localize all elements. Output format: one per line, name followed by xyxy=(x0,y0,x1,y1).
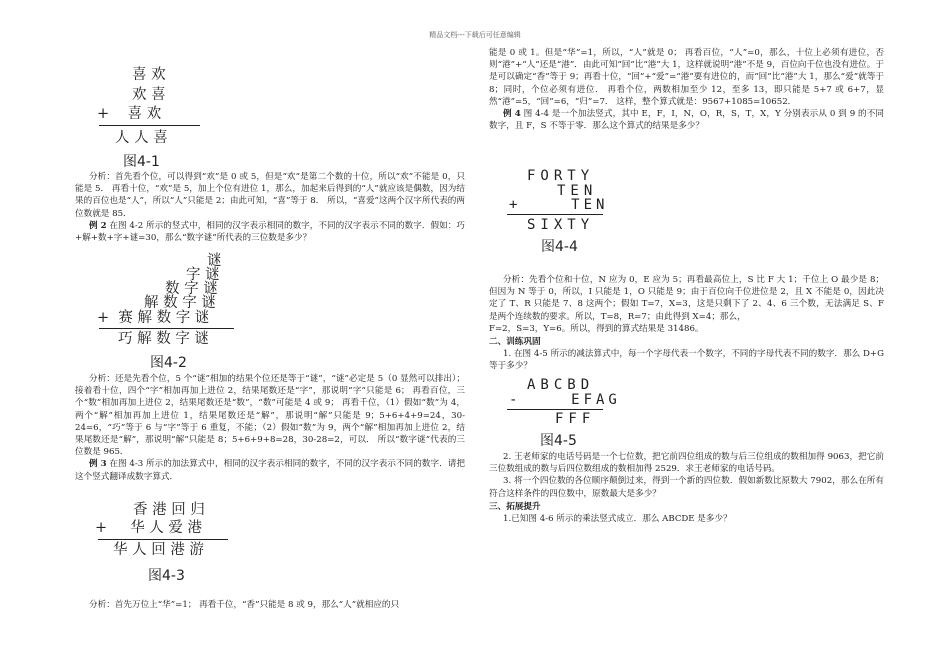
right-exercises xyxy=(489,451,884,525)
right-analysis-1 xyxy=(489,47,884,132)
fig42-row-2: 字 谜 xyxy=(186,267,220,283)
analysis-4: 分析：先看个位和十位，N 应为 0，E 应为 5；再看最高位上，S 比 F 大 1；千位上 O 最少是 8；但因为 N 等于 0，所以，I 只能是 1，O 只能是 9；由于百位向千位进位是 2，且 X 不能是 0，因此决定了 T、R 只能是 7、8 这两个；假如 T=7，X=3，这是只剩下了 2、4、6 三个数，无法满足 S、F 是两个连续数的要求。所以，T=8，R=7；由此得到 X=4；那么， xyxy=(489,275,884,322)
fig44-row-4: SIXTY xyxy=(527,217,595,233)
exercise-1: 1. 在图 4-5 所示的减法算式中，每一个字母代表一个数字，不同的字母代表不同的数字．那么 D+G 等于多少？ xyxy=(489,349,884,372)
fig42-caption: 图4-2 xyxy=(150,355,187,371)
fig44-row-3: + TEN xyxy=(509,197,609,213)
analysis-3: 分析：首先万位上“华”=1； 再看千位，“香”只能是 8 或 9，那么“人”就相应的只 xyxy=(89,600,400,610)
fig42-sum-rule xyxy=(99,328,234,329)
example-3 xyxy=(75,458,465,482)
fig44-caption: 图4-4 xyxy=(541,239,578,255)
fig43-row-2: + 华 人 爱 港 xyxy=(95,520,203,536)
left-analysis-3 xyxy=(75,599,465,611)
fig45-caption: 图4-5 xyxy=(540,433,577,449)
fig42-row-6: 巧 解 数 字 谜 xyxy=(118,331,209,347)
example-3-label: 例 3 xyxy=(89,459,107,470)
example-4 xyxy=(489,108,884,132)
fig44-row-2: TEN xyxy=(557,183,598,199)
fig44-sum-rule xyxy=(507,214,603,215)
analysis-1: 分析：首先看个位，可以得到“欢”是 0 或 5，但是“欢”是第二个数的十位，所以“欢”不能是 0，只能是 5． 再看十位，“欢”是 5，加上个位有进位 1，那么，加起来后得到的“人”就应该是偶数，因为结果的百位也是“人”，所以“人”只能是 2；由此可知，“喜”等于 8． 所以，“喜爱”这两个汉字所代表的两位数就是 85． xyxy=(75,172,465,219)
right-analysis-2 xyxy=(489,274,884,373)
example-2-label: 例 2 xyxy=(89,220,107,231)
example-4-label: 例 4 xyxy=(503,109,521,120)
fig44-row-1: FORTY xyxy=(527,168,595,184)
fig41-row-1: 喜 欢 xyxy=(132,67,166,83)
extension-1: 1.已知图 4-6 所示的乘法竖式成立．那么 ABCDE 是多少？ xyxy=(503,514,732,525)
analysis-4-result: F=2，S=3，Y=6。所以，得到的算式结果是 31486。 xyxy=(489,323,704,334)
fig42-row-3: 数 字 谜 xyxy=(165,281,218,297)
example-2-text: 在图 4-2 所示的竖式中，相同的汉字表示相同的数字，不同的汉字表示不同的数字．假如：巧+解+数+字+谜=30，那么“数字谜”所代表的三位数是多少？ xyxy=(75,220,465,244)
page-header: 精品文档---下载后可任意编辑 xyxy=(429,31,521,39)
section-training: 二、训练巩固 xyxy=(489,337,541,348)
fig41-sum-rule xyxy=(99,125,200,126)
exercise-3: 3. 将一个四位数的各位顺序颠倒过来，得到一个新的四位数．假如新数比原数大 7902，那么在所有符合这样条件的四位数中，原数最大是多少？ xyxy=(489,476,884,499)
fig45-row-3: FFF xyxy=(555,411,596,427)
exercise-2: 2. 王老师家的电话号码是一个七位数，把它前四位组成的数与后三位组成的数相加得 9063，把它前三位数组成的数与后四位数组成的数相加得 2529．求王老师家的电话号码。 xyxy=(489,452,884,475)
left-analysis-2 xyxy=(75,373,465,483)
fig45-row-2: - EFAG xyxy=(509,392,621,408)
fig43-row-3: 华 人 回 港 游 xyxy=(113,542,204,558)
fig43-caption: 图4-3 xyxy=(148,568,185,584)
fig41-row-2: 欢 喜 xyxy=(132,87,166,103)
fig41-caption: 图4-1 xyxy=(123,154,160,170)
fig42-row-5: + 赛 解 数 字 谜 xyxy=(97,310,210,326)
fig43-sum-rule xyxy=(98,539,228,540)
analysis-3-cont: 能是 0 或 1。但是“华”=1，所以，“人”就是 0； 再看百位，“人”=0，那么，十位上必须有进位，否则“港”+“人”还是“港”．由此可知“回”比“港”大 1，这样就说明“港”不是 9，百位向千位也没有进位。于是可以确定“香”等于 9；再看十位，“回”+“爱”=“港”要有进位的，而“回”比“港”大 1，那么“爱”就等于 8；同时，个位必须有进位． 再看个位，两数相加至少 12，至多 13，即只能是 5+7 或 6+7，显然“港”=5，“回”=6，“归”=7． 这样，整个算式就是：9567+1085=10652． xyxy=(489,48,884,107)
fig41-row-4: 人 人 喜 xyxy=(115,130,168,146)
fig42-row-4: 解 数 字 谜 xyxy=(144,295,216,311)
fig43-row-1: 香 港 回 归 xyxy=(133,502,205,518)
fig45-diff-rule xyxy=(507,409,603,410)
analysis-2: 分析：还是先看个位，5 个“谜”相加的结果个位还是等于“谜”，“谜”必定是 5（0 显然可以排出）； 接着看十位，四个“字”相加再加上进位 2，结果尾数还是“字”，那说明“字”只能是 6； 再看百位，三个“数”相加再加上进位 2，结果尾数还是“数”，“数”可能是 4 或 9； 再看千位，（1）假如“数”为 4，两个“解”相加再加上进位 1，结果尾数还是“解”，那说明“解”只能是 9；5+6+4+9=24，30-24=6，“巧”等于 6 与“字”等于 6 重复，不能；（2）假如“数”为 9，两个“解”相加再加上进位 2，结果尾数还是“解”，那说明“解”只能是 8；5+6+9+8=28，30-28=2，可以． 所以“数字谜”代表的三位数是 965． xyxy=(75,374,465,458)
section-extension: 三、拓展提升 xyxy=(489,501,541,512)
example-3-text: 在图 4-3 所示的加法算式中，相同的汉字表示相同的数字，不同的汉字表示不同的数字．请把这个竖式翻译成数字算式． xyxy=(75,459,465,482)
fig41-row-3: + 喜 欢 xyxy=(97,106,162,122)
example-2 xyxy=(75,220,465,244)
example-4-text: 图 4-4 是一个加法竖式，其中 E，F，I，N，O，R，S，T，X，Y 分别表示从 0 到 9 的不同数字，且 F，S 不等于零．那么这个算式的结果是多少？ xyxy=(489,109,884,132)
fig42-row-1: 谜 xyxy=(207,253,222,269)
fig45-row-1: ABCBD xyxy=(527,377,595,393)
left-analysis-1 xyxy=(75,171,465,244)
